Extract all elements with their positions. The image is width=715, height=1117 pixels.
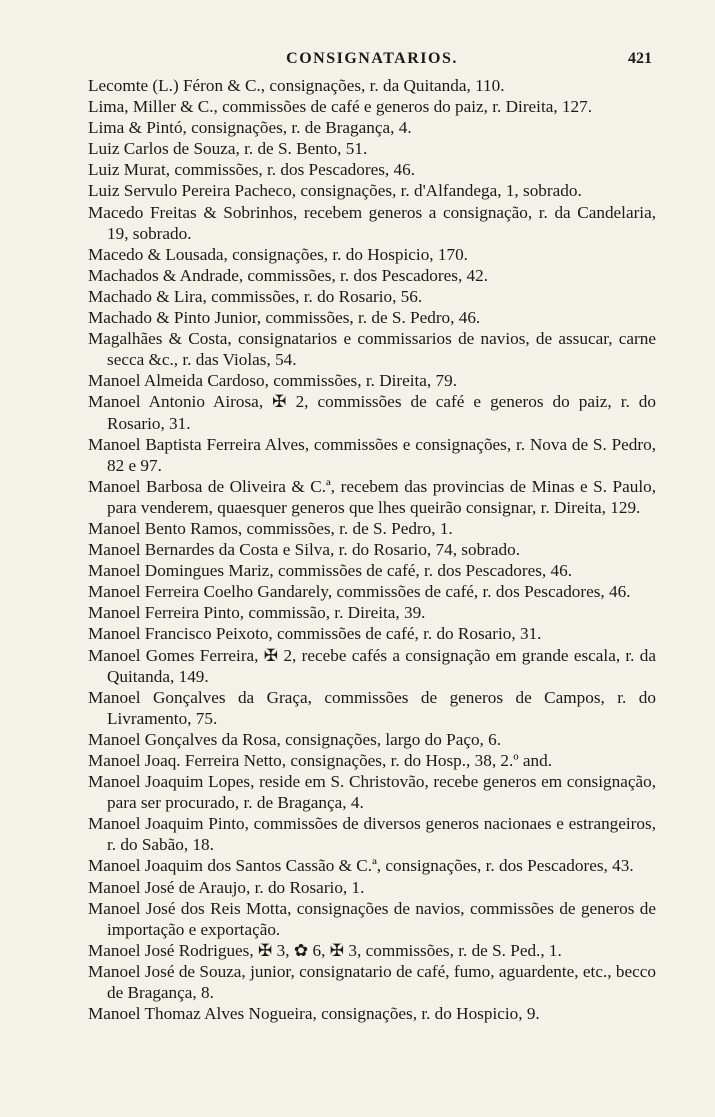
entry-manoel-joaquim-pinto: Manoel Joaquim Pinto, commissões de diversos generos nacionaes e estrangeiros, r. do Sabão, 18. — [88, 814, 656, 855]
entry-manoel-bernardes: Manoel Bernardes da Costa e Silva, r. do Rosario, 74, sobrado. — [88, 540, 520, 560]
entry-lima-pinto: Lima & Pintó, consignações, r. de Bragança, 4. — [88, 118, 412, 138]
entry-manoel-bento: Manoel Bento Ramos, commissões, r. de S. Pedro, 1. — [88, 518, 453, 538]
entry-manoel-francisco: Manoel Francisco Peixoto, commissões de café, r. do Rosario, 31. — [88, 624, 542, 644]
entry-lima-miller: Lima, Miller & C., commissões de café e generos do paiz, r. Direita, 127. — [88, 97, 593, 117]
entry-machado-lira: Machado & Lira, commissões, r. do Rosario, 56. — [88, 286, 423, 306]
page-header — [88, 48, 656, 72]
entry-macedo-freitas: Macedo Freitas & Sobrinhos, recebem generos a consignação, r. da Candelaria, 19, sobrado. — [88, 202, 656, 243]
entry-manoel-ferreira-coelho: Manoel Ferreira Coelho Gandarely, commissões de café, r. dos Pescadores, 46. — [88, 582, 631, 602]
entry-manoel-almeida: Manoel Almeida Cardoso, commissões, r. Direita, 79. — [88, 371, 457, 391]
running-title: CONSIGNATARIOS. — [286, 50, 458, 67]
entry-manoel-jose-reis: Manoel José dos Reis Motta, consignações de navios, commissões de generos de importação e exportação. — [88, 898, 656, 939]
page-number: 421 — [628, 50, 652, 67]
entry-magalhaes-costa: Magalhães & Costa, consignatarios e commissarios de navios, de assucar, carne secca &c., r. das Violas, 54. — [88, 329, 656, 370]
entry-manoel-gomes: Manoel Gomes Ferreira, ✠ 2, recebe cafés a consignação em grande escala, r. da Quitanda, 149. — [88, 645, 656, 686]
entry-manoel-baptista: Manoel Baptista Ferreira Alves, commissões e consignações, r. Nova de S. Pedro, 82 e 97. — [88, 434, 656, 475]
entry-manoel-jose-araujo: Manoel José de Araujo, r. do Rosario, 1. — [88, 877, 365, 897]
entry-manoel-joaq-netto: Manoel Joaq. Ferreira Netto, consignações, r. do Hosp., 38, 2.º and. — [88, 751, 553, 770]
entry-manoel-joaquim-santos: Manoel Joaquim dos Santos Cassão & C.ª, consignações, r. dos Pescadores, 43. — [88, 856, 634, 876]
entry-machados-andrade: Machados & Andrade, commissões, r. dos Pescadores, 42. — [88, 265, 489, 285]
entry-manoel-goncalves-rosa: Manoel Gonçalves da Rosa, consignações, largo do Paço, 6. — [88, 729, 502, 749]
entry-manoel-antonio: Manoel Antonio Airosa, ✠ 2, commissões de café e generos do paiz, r. do Rosario, 31. — [88, 392, 656, 433]
entry-manoel-joaquim-lopes: Manoel Joaquim Lopes, reside em S. Christovão, recebe generos em consignação, para ser procurado, r. de Bragança, 4. — [88, 772, 656, 813]
entry-manoel-domingues: Manoel Domingues Mariz, commissões de café, r. dos Pescadores, 46. — [88, 561, 573, 581]
entry-luiz-carlos: Luiz Carlos de Souza, r. de S. Bento, 51. — [88, 139, 368, 159]
entry-manoel-goncalves-graca: Manoel Gonçalves da Graça, commissões de generos de Campos, r. do Livramento, 75. — [88, 687, 656, 728]
entry-luiz-murat: Luiz Murat, commissões, r. dos Pescadores, 46. — [88, 160, 415, 180]
entry-manoel-ferreira-pinto: Manoel Ferreira Pinto, commissão, r. Direita, 39. — [88, 603, 426, 623]
entry-macedo-lousada: Macedo & Lousada, consignações, r. do Hospicio, 170. — [88, 244, 468, 264]
entry-machado-pinto: Machado & Pinto Junior, commissões, r. de S. Pedro, 46. — [88, 308, 481, 328]
entry-manoel-jose-rodrigues: Manoel José Rodrigues, ✠ 3, ✿ 6, ✠ 3, commissões, r. de S. Ped., 1. — [88, 940, 562, 960]
entry-manoel-jose-souza: Manoel José de Souza, junior, consignatario de café, fumo, aguardente, etc., becco de Bragança, 8. — [88, 961, 656, 1003]
entry-manoel-barbosa: Manoel Barbosa de Oliveira & C.ª, recebem das provincias de Minas e S. Paulo, para venderem, quaesquer generos que lhes queirão consignar, r. Direita, 129. — [88, 476, 656, 517]
entry-lecomte: Lecomte (L.) Féron & C., consignações, r. da Quitanda, 110. — [88, 76, 505, 95]
entry-luiz-servulo: Luiz Servulo Pereira Pacheco, consignações, r. d'Alfandega, 1, sobrado. — [88, 181, 582, 201]
entry-manoel-thomaz: Manoel Thomaz Alves Nogueira, consignações, r. do Hospicio, 9. — [88, 1004, 540, 1024]
directory-entries — [88, 75, 656, 1024]
